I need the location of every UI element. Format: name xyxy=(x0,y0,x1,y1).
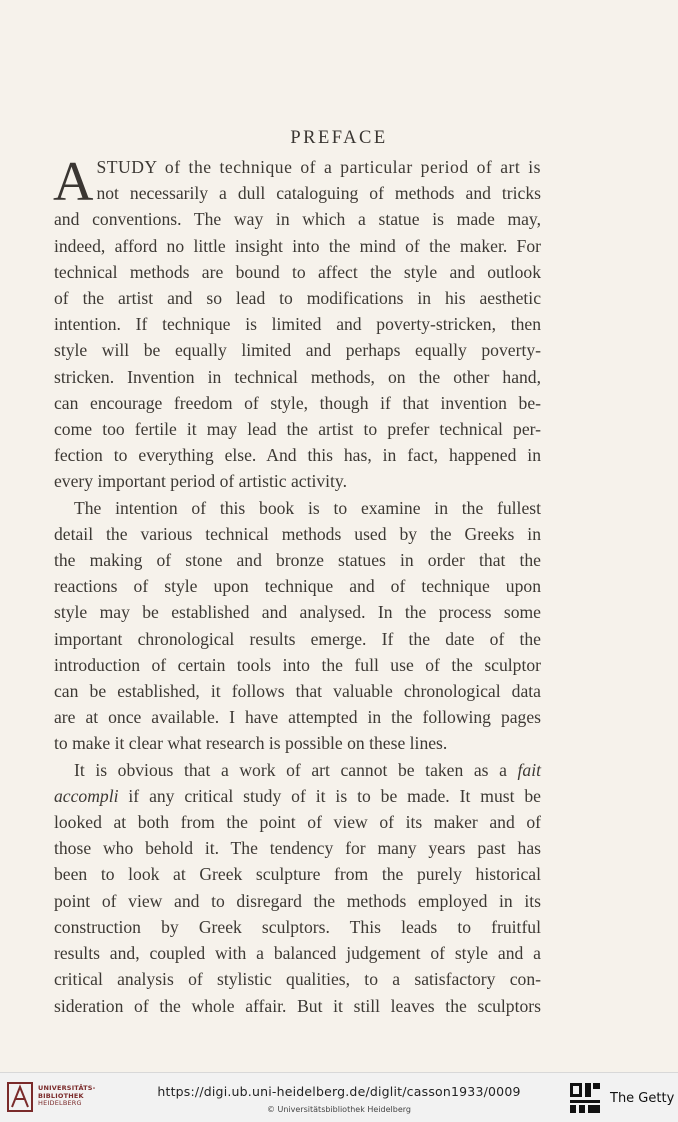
paragraph-2-line: style may be established and analysed. In the process some xyxy=(54,602,541,623)
getty-name: The Getty xyxy=(610,1091,675,1106)
paragraph-2-line: are at once available. I have attempted in the following pages xyxy=(54,707,541,728)
paragraph-1-line: of the artist and so lead to modifications in his aesthetic xyxy=(54,288,541,309)
paragraph-1-line: stricken. Invention in technical methods, on the other hand, xyxy=(54,366,541,387)
paragraph-1-line: and conventions. The way in which a statue is made may, xyxy=(54,209,541,230)
paragraph-2-line: detail the various technical methods used by the Greeks in xyxy=(54,523,541,544)
paragraph-1-first-line: ASTUDY of the technique of a particular period of art is xyxy=(53,151,541,213)
paragraph-2-line: can be established, it follows that valuable chronological data xyxy=(54,681,541,702)
getty-logo-icon xyxy=(570,1083,600,1113)
paragraph-1-line: indeed, afford no little insight into the mind of the maker. For xyxy=(54,235,541,256)
paragraph-1-line: not necessarily a dull cataloguing of methods and tricks xyxy=(96,183,541,204)
paragraph-2-line: introduction of certain tools into the full use of the sculptor xyxy=(54,654,541,675)
page-heading: PREFACE xyxy=(290,128,388,148)
paragraph-3-line: sideration of the whole affair. But it still leaves the sculptors xyxy=(54,995,541,1016)
paragraph-1-line: can encourage freedom of style, though if that invention be- xyxy=(54,392,541,413)
paragraph-3-line: point of view and to disregard the methods employed in its xyxy=(54,890,541,911)
paragraph-3-line: construction by Greek sculptors. This leads to fruitful xyxy=(54,916,541,937)
paragraph-2-line: reactions of style upon technique and of technique upon xyxy=(54,576,541,597)
paragraph-3-line: been to look at Greek sculpture from the purely historical xyxy=(54,864,541,885)
paragraph-2-line: important chronological results emerge. If the date of the xyxy=(54,628,541,649)
paragraph-1-line: technical methods are bound to affect the style and outlook xyxy=(54,261,541,282)
paragraph-3-line: critical analysis of stylistic qualities, to a satisfactory con- xyxy=(54,969,541,990)
paragraph-2-line: the making of stone and bronze statues in order that the xyxy=(54,550,541,571)
body-text xyxy=(53,151,541,1019)
copyright-notice: © Universitätsbibliothek Heidelberg xyxy=(266,1105,411,1114)
paragraph-3-line: results and, coupled with a balanced judgement of style and a xyxy=(54,943,541,964)
permalink-url[interactable]: https://digi.ub.uni-heidelberg.de/diglit/casson1933/0009 xyxy=(157,1084,521,1099)
paragraph-1-line: come too fertile it may lead the artist to prefer technical per- xyxy=(54,419,541,440)
paragraph-1-line: every important period of artistic activity. xyxy=(54,471,347,492)
university-library-name: UNIVERSITÄTS- BIBLIOTHEK HEIDELBERG xyxy=(38,1084,96,1107)
paragraph-1-line: intention. If technique is limited and poverty-stricken, then xyxy=(54,314,541,335)
drop-cap: A xyxy=(53,151,94,213)
paragraph-3-line: looked at both from the point of view of its maker and of xyxy=(54,812,541,833)
paragraph-3-line: those who behold it. The tendency for many years past has xyxy=(54,838,541,859)
paragraph-1-line: fection to everything else. And this has, in fact, happened in xyxy=(54,445,541,466)
paragraph-1-line: style will be equally limited and perhaps equally poverty- xyxy=(54,340,541,361)
paragraph-2-line: to make it clear what research is possible on these lines. xyxy=(54,733,448,754)
paragraph-3-line: accompli if any critical study of it is to be made. It must be xyxy=(54,785,541,806)
paragraph-3-line: It is obvious that a work of art cannot be taken as a fait xyxy=(74,759,541,780)
viewer-footer xyxy=(0,1072,678,1122)
paragraph-2-line: The intention of this book is to examine in the fullest xyxy=(74,497,541,518)
